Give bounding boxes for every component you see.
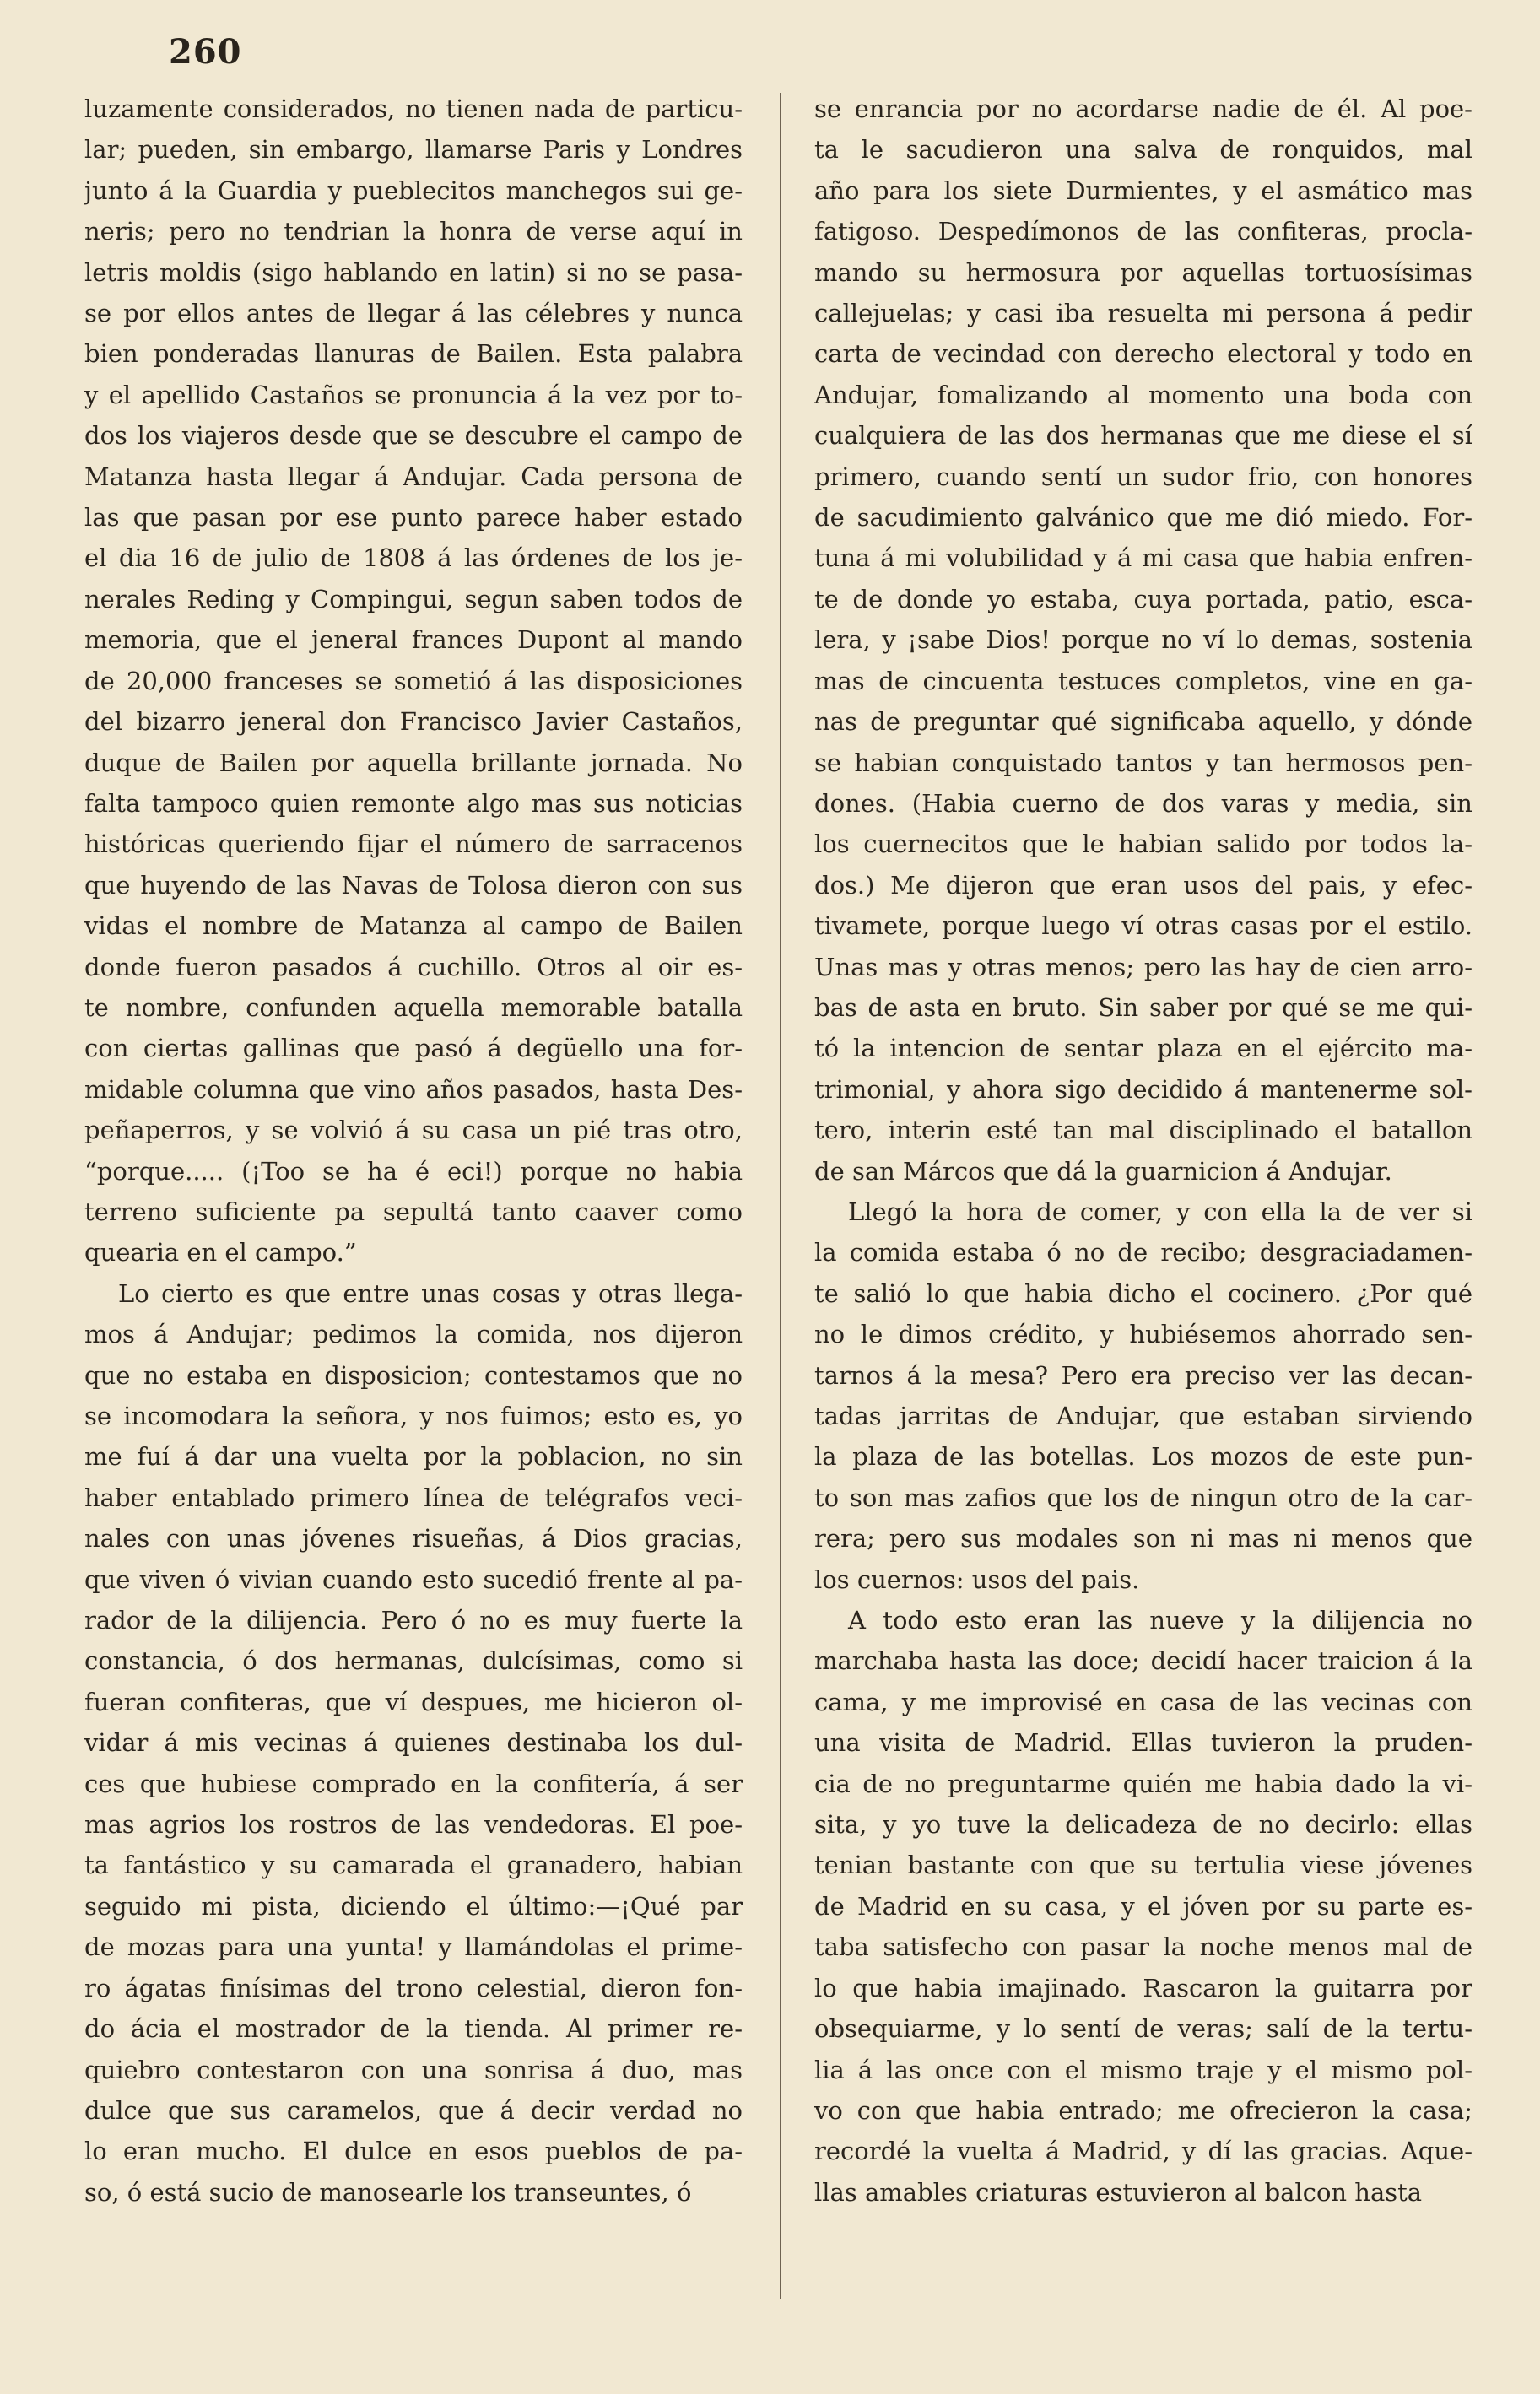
- right-column: [814, 89, 1472, 2213]
- text-line: seguido mi pista, diciendo el último:—¡Qué par: [84, 1891, 743, 1921]
- text-line: mos á Andujar; pedimos la comida, nos dijeron: [84, 1320, 743, 1349]
- text-line: rera; pero sus modales son ni mas ni menos que: [814, 1524, 1472, 1554]
- text-line: luzamente considerados, no tienen nada de particu-: [84, 95, 743, 123]
- paragraph: [814, 1192, 1472, 1600]
- text-line: constancia, ó dos hermanas, dulcísimas, como si: [84, 1646, 743, 1676]
- text-line: trimonial, y ahora sigo decidido á mantenerme sol-: [814, 1074, 1472, 1104]
- text-line: taba satisfecho con pasar la noche menos mal de: [814, 1932, 1472, 1962]
- text-line: Andujar, fomalizando al momento una boda con: [814, 380, 1472, 409]
- text-line: peñaperros, y se volvió á su casa un pié tras otro,: [84, 1116, 743, 1145]
- text-line: bas de asta en bruto. Sin saber por qué se me qui-: [814, 992, 1472, 1022]
- text-line: callejuelas; y casi iba resuelta mi persona á pedir: [814, 299, 1472, 328]
- paragraph: [814, 89, 1472, 1192]
- text-line: lar; pueden, sin embargo, llamarse Paris y Londres: [84, 135, 743, 165]
- text-line: vidar á mis vecinas á quienes destinaba los dul-: [84, 1728, 743, 1758]
- text-line: tivamete, porque luego ví otras casas por el estilo.: [814, 911, 1472, 941]
- text-line: llas amables criaturas estuvieron al balcon hasta: [814, 2177, 1423, 2207]
- page-number: 260: [169, 32, 242, 72]
- text-line: tuna á mi volubilidad y á mi casa que habia enfren-: [814, 543, 1472, 573]
- text-line: se incomodara la señora, y nos fuimos; esto es, yo: [84, 1402, 743, 1430]
- text-line: Unas mas y otras menos; pero las hay de cien arro-: [814, 952, 1472, 981]
- text-line: se enrancia por no acordarse nadie de él. Al poe-: [814, 95, 1472, 123]
- text-line: de san Márcos que dá la guarnicion á Andujar.: [814, 1156, 1392, 1186]
- text-line: midable columna que vino años pasados, hasta Des-: [84, 1074, 743, 1104]
- text-line: vo con que habia entrado; me ofrecieron la casa;: [814, 2095, 1472, 2125]
- text-line: A todo esto eran las nueve y la dilijencia no: [848, 1606, 1472, 1635]
- text-line: do ácia el mostrador de la tienda. Al primer re-: [84, 2014, 743, 2044]
- text-line: una visita de Madrid. Ellas tuvieron la pruden-: [814, 1728, 1472, 1758]
- text-line: letris moldis (sigo hablando en latin) si no se pasa-: [84, 257, 743, 287]
- text-line: tó la intencion de sentar plaza en el ejército ma-: [814, 1034, 1472, 1063]
- text-line: me fuí á dar una vuelta por la poblacion, no sin: [84, 1442, 743, 1472]
- text-line: fatigoso. Despedímonos de las confiteras, procla-: [814, 217, 1472, 246]
- text-line: to son mas zafios que los de ningun otro de la car-: [814, 1483, 1472, 1512]
- text-line: los cuernecitos que le habian salido por todos la-: [814, 830, 1472, 859]
- left-column: [84, 89, 743, 2213]
- text-line: cama, y me improvisé en casa de las vecinas con: [814, 1687, 1472, 1716]
- text-line: ta le sacudieron una salva de ronquidos, mal: [814, 135, 1472, 165]
- text-line: que huyendo de las Navas de Tolosa dieron con sus: [84, 870, 743, 900]
- paragraph: [84, 89, 743, 1273]
- text-line: Matanza hasta llegar á Andujar. Cada persona de: [84, 462, 743, 491]
- paragraph: [84, 1273, 743, 2213]
- paragraph: [814, 1600, 1472, 2213]
- text-line: donde fueron pasados á cuchillo. Otros al oir es-: [84, 952, 743, 981]
- text-line: cia de no preguntarme quién me habia dado la vi-: [814, 1769, 1472, 1798]
- text-line: te salió lo que habia dicho el cocinero. ¿Por qué: [814, 1278, 1472, 1308]
- text-line: mas de cincuenta testuces completos, vine en ga-: [814, 666, 1472, 695]
- text-line: ces que hubiese comprado en la confitería, á ser: [84, 1769, 743, 1798]
- text-line: con ciertas gallinas que pasó á degüello una for-: [84, 1034, 743, 1063]
- text-line: la comida estaba ó no de recibo; desgraciadamen-: [814, 1238, 1472, 1267]
- text-line: quiebro contestaron con una sonrisa á duo, mas: [84, 2055, 743, 2084]
- text-line: rador de la dilijencia. Pero ó no es muy fuerte la: [84, 1606, 743, 1635]
- text-line: tarnos á la mesa? Pero era preciso ver las decan-: [814, 1360, 1472, 1390]
- text-line: carta de vecindad con derecho electoral y todo en: [814, 339, 1472, 369]
- text-line: cualquiera de las dos hermanas que me diese el sí: [814, 421, 1472, 451]
- text-line: no le dimos crédito, y hubiésemos ahorrado sen-: [814, 1320, 1472, 1349]
- text-line: lo eran mucho. El dulce en esos pueblos de pa-: [84, 2137, 743, 2166]
- text-line: nerales Reding y Compingui, segun saben todos de: [84, 584, 743, 613]
- text-line: terreno suficiente pa sepultá tanto caaver como: [84, 1197, 743, 1226]
- text-line: del bizarro jeneral don Francisco Javier Castaños,: [84, 707, 743, 737]
- text-line: primero, cuando sentí un sudor frio, con honores: [814, 462, 1472, 491]
- text-line: históricas queriendo fijar el número de sarracenos: [84, 830, 743, 859]
- text-line: falta tampoco quien remonte algo mas sus noticias: [84, 788, 743, 818]
- text-line: Llegó la hora de comer, y con ella la de ver si: [848, 1197, 1472, 1226]
- text-line: que no estaba en disposicion; contestamos que no: [84, 1360, 743, 1390]
- text-line: nas de preguntar qué significaba aquello, y dónde: [814, 707, 1472, 737]
- text-line: dulce que sus caramelos, que á decir verdad no: [84, 2095, 743, 2125]
- text-line: lia á las once con el mismo traje y el mismo pol-: [814, 2055, 1472, 2084]
- text-line: haber entablado primero línea de telégrafos veci-: [84, 1483, 743, 1512]
- text-line: las que pasan por ese punto parece haber estado: [84, 503, 743, 532]
- text-line: neris; pero no tendrian la honra de verse aquí in: [84, 217, 743, 246]
- text-line: ta fantástico y su camarada el granadero, habian: [84, 1851, 743, 1880]
- text-line: sita, y yo tuve la delicadeza de no decirlo: ellas: [814, 1810, 1472, 1840]
- text-line: lera, y ¡sabe Dios! porque no ví lo demas, sostenia: [814, 625, 1472, 655]
- text-line: se habian conquistado tantos y tan hermosos pen-: [814, 748, 1472, 777]
- text-line: marchaba hasta las doce; decidí hacer traicion á la: [814, 1646, 1472, 1676]
- text-line: de sacudimiento galvánico que me dió miedo. For-: [814, 503, 1472, 532]
- text-line: nales con unas jóvenes risueñas, á Dios gracias,: [84, 1524, 743, 1554]
- text-line: tadas jarritas de Andujar, que estaban sirviendo: [814, 1402, 1472, 1430]
- text-line: bien ponderadas llanuras de Bailen. Esta palabra: [84, 339, 743, 369]
- text-line: de 20,000 franceses se sometió á las disposiciones: [84, 666, 743, 695]
- text-line: “porque..... (¡Too se ha é eci!) porque no habia: [84, 1156, 743, 1186]
- text-line: dos.) Me dijeron que eran usos del pais, y efec-: [814, 870, 1472, 900]
- text-line: memoria, que el jeneral frances Dupont al mando: [84, 625, 743, 655]
- text-line: tenian bastante con que su tertulia viese jóvenes: [814, 1851, 1472, 1880]
- text-line: de Madrid en su casa, y el jóven por su parte es-: [814, 1891, 1472, 1921]
- text-line: y el apellido Castaños se pronuncia á la vez por to-: [84, 380, 743, 409]
- text-line: obsequiarme, y lo sentí de veras; salí de la tertu-: [814, 2014, 1472, 2044]
- text-line: junto á la Guardia y pueblecitos manchegos sui ge-: [84, 176, 743, 205]
- text-line: la plaza de las botellas. Los mozos de este pun-: [814, 1442, 1472, 1472]
- text-line: mas agrios los rostros de las vendedoras. El poe-: [84, 1810, 743, 1840]
- text-line: Lo cierto es que entre unas cosas y otras llega-: [118, 1278, 743, 1308]
- text-line: tero, interin esté tan mal disciplinado el batallon: [814, 1116, 1472, 1145]
- text-line: te de donde yo estaba, cuya portada, patio, esca-: [814, 584, 1472, 613]
- column-divider: [780, 93, 781, 2299]
- text-line: fueran confiteras, que ví despues, me hicieron ol-: [84, 1687, 743, 1716]
- text-line: quearia en el campo.”: [84, 1238, 357, 1267]
- text-line: se por ellos antes de llegar á las célebres y nunca: [84, 299, 743, 328]
- text-line: de mozas para una yunta! y llamándolas el prime-: [84, 1932, 743, 1962]
- text-line: que viven ó vivian cuando esto sucedió frente al pa-: [84, 1564, 743, 1594]
- text-line: ro ágatas finísimas del trono celestial, dieron fon-: [84, 1973, 743, 2002]
- text-line: lo que habia imajinado. Rascaron la guitarra por: [814, 1973, 1472, 2002]
- text-line: duque de Bailen por aquella brillante jornada. No: [84, 748, 743, 777]
- text-line: el dia 16 de julio de 1808 á las órdenes de los je-: [84, 543, 743, 573]
- text-line: año para los siete Durmientes, y el asmático mas: [814, 176, 1472, 205]
- text-line: te nombre, confunden aquella memorable batalla: [84, 992, 743, 1022]
- text-line: dones. (Habia cuerno de dos varas y media, sin: [814, 788, 1472, 818]
- text-line: so, ó está sucio de manosearle los transeuntes, ó: [84, 2177, 692, 2207]
- text-line: dos los viajeros desde que se descubre el campo de: [84, 421, 743, 451]
- text-line: recordé la vuelta á Madrid, y dí las gracias. Aque-: [814, 2137, 1472, 2166]
- text-line: vidas el nombre de Matanza al campo de Bailen: [84, 911, 743, 941]
- text-line: los cuernos: usos del pais.: [814, 1564, 1140, 1594]
- text-line: mando su hermosura por aquellas tortuosísimas: [814, 257, 1472, 287]
